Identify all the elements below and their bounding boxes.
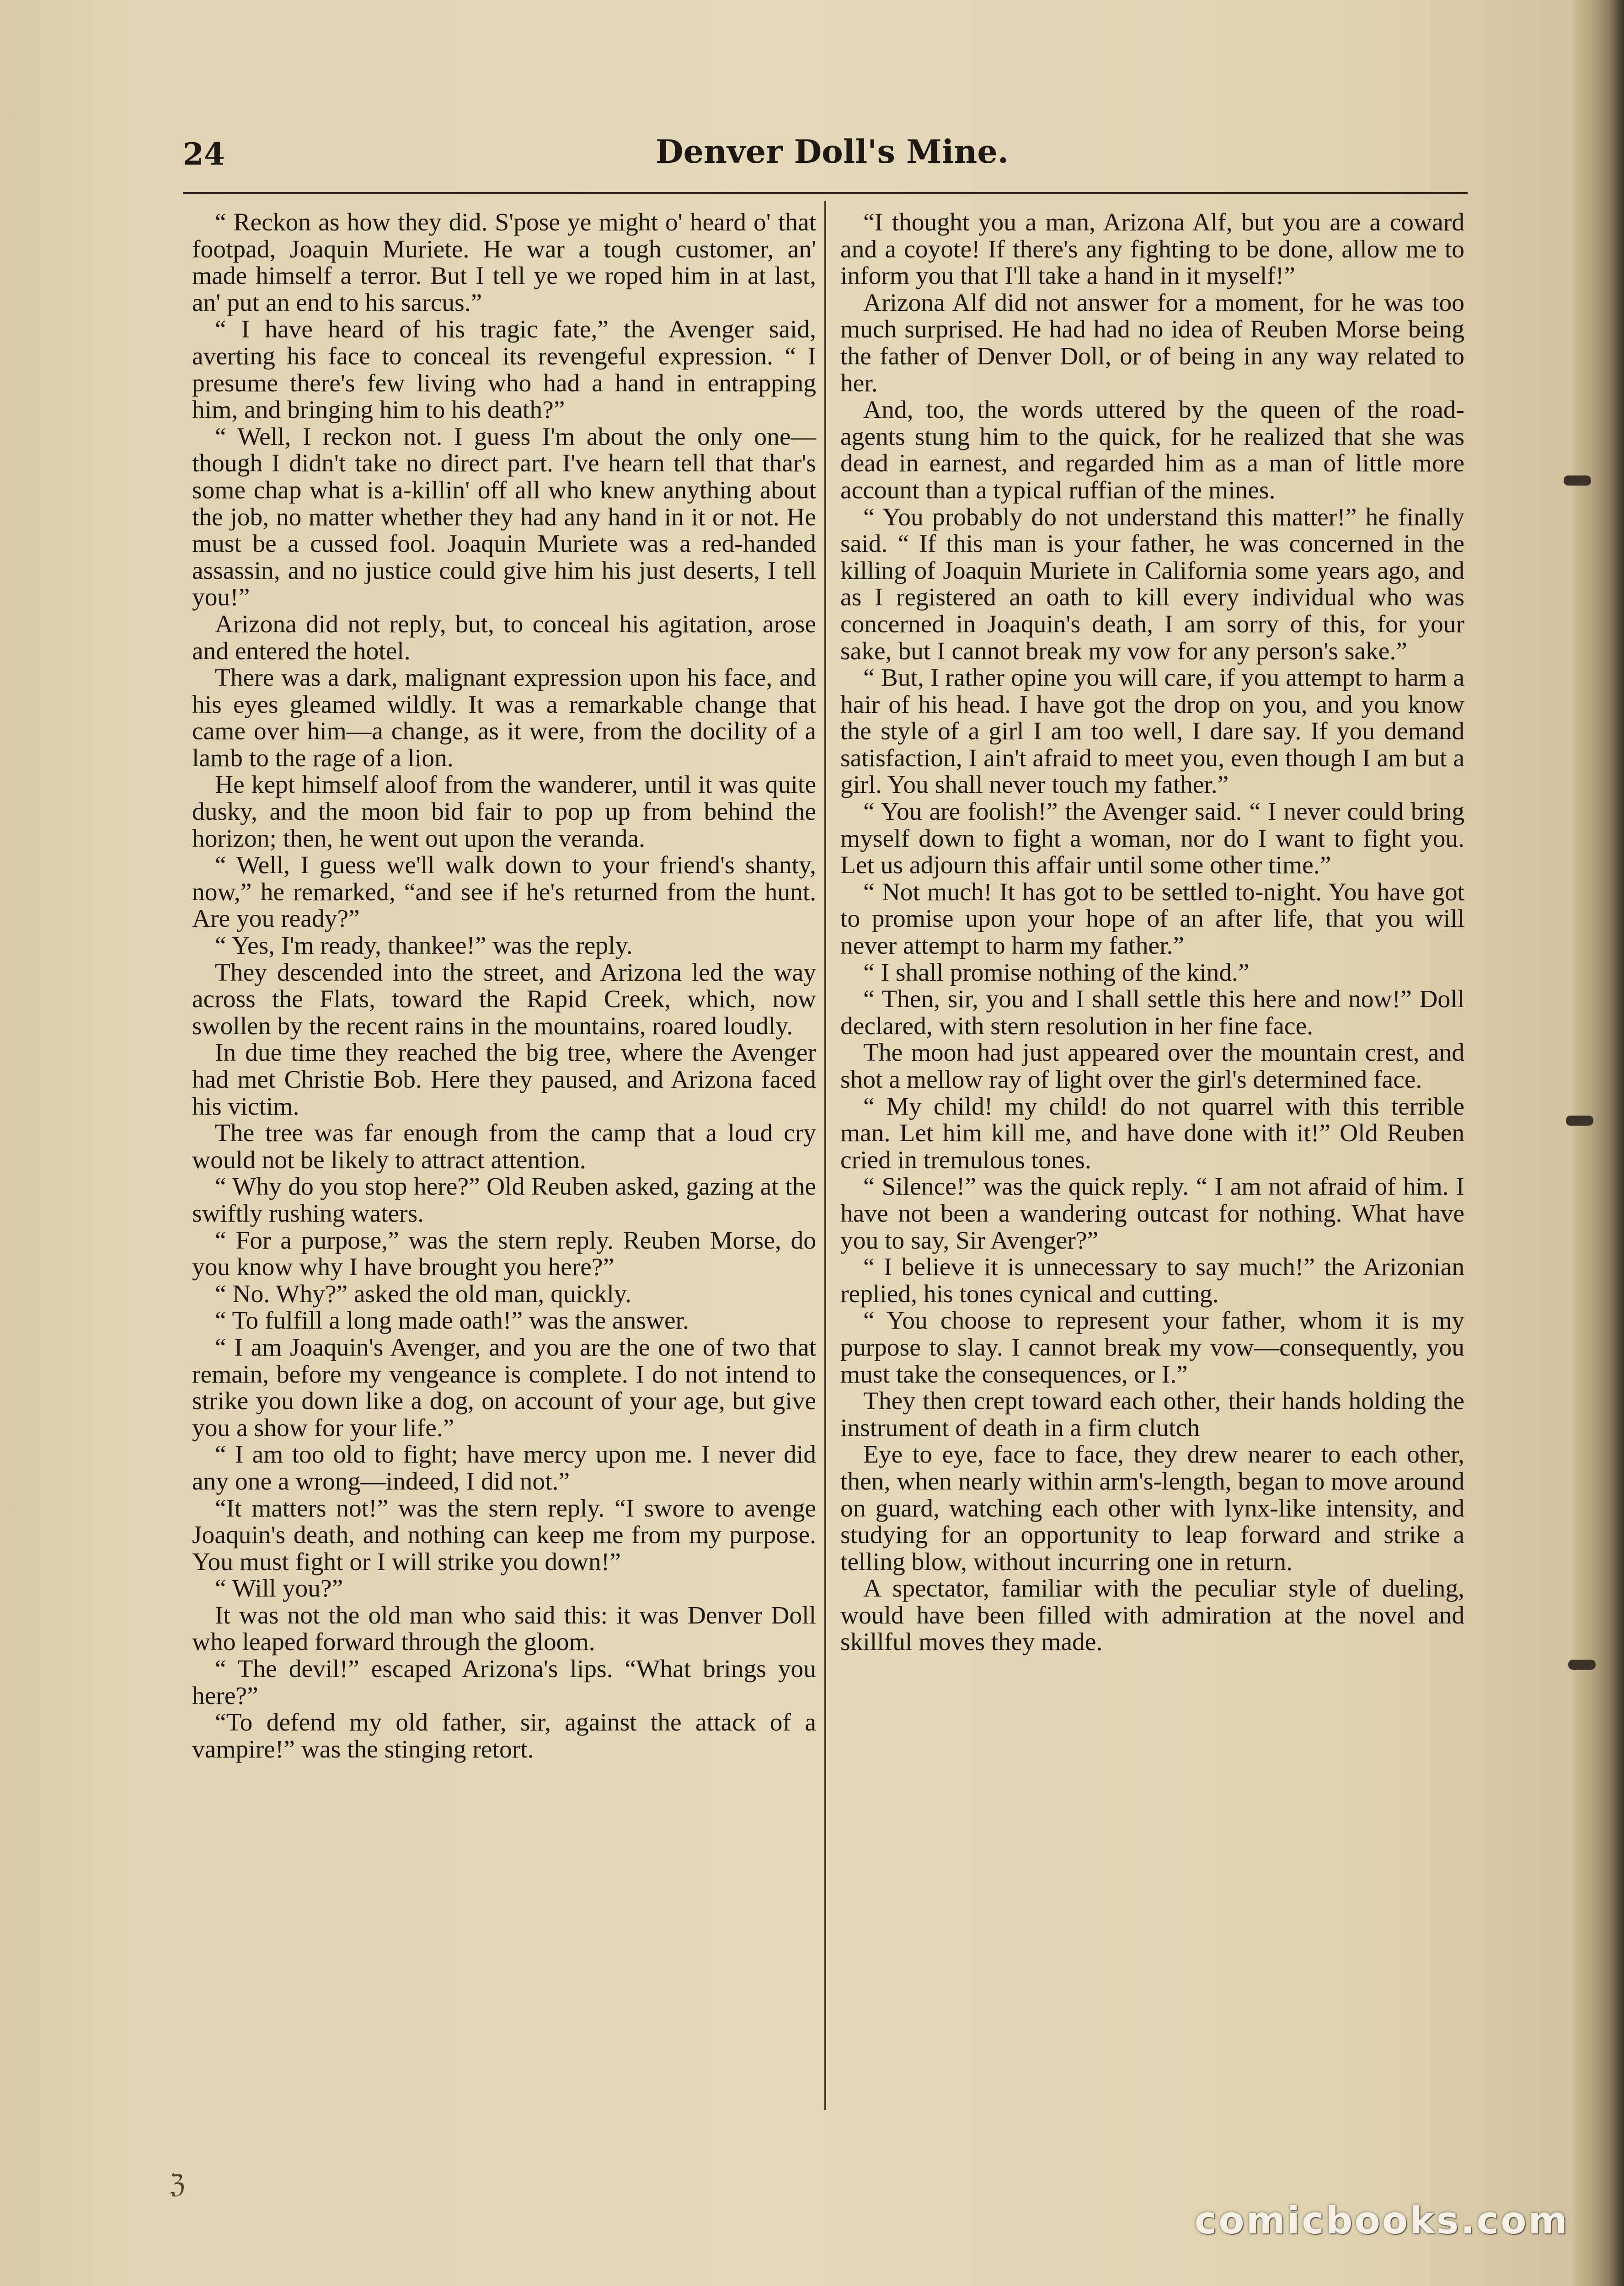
column-divider: [824, 201, 826, 2110]
paragraph: “ No. Why?” asked the old man, quickly.: [215, 1280, 631, 1308]
paragraph: “ You choose to represent your father, whom it is my purpose to slay. I cannot break my vow—consequently, you must take the consequences, or I.”: [840, 1307, 1464, 1389]
paragraph: In due time they reached the big tree, where the Avenger had met Christie Bob. Here they paused, and Arizona faced his victim.: [192, 1039, 816, 1121]
paragraph: “ Reckon as how they did. S'pose ye might o' heard o' that footpad, Joaquin Muriete. He war a tough customer, an' made himself a terror. But I tell ye we roped him in at last, an' put an end to his sarcus.”: [192, 208, 816, 317]
paragraph: “ I am Joaquin's Avenger, and you are the one of two that remain, before my vengeance is complete. I do not intend to strike you down like a dog, on account of your age, but give you a show for your life.”: [192, 1333, 816, 1442]
paragraph: “ Well, I reckon not. I guess I'm about the only one—though I didn't take no direct part. I've hearn tell that thar's some chap what is a-killin' off all who knew anything about the job, no matter whether they had any hand in it or not. He must be a cussed fool. Joaquin Muriete was a red-handed assassin, and no justice could give him his just deserts, I tell you!”: [192, 422, 816, 612]
paragraph: And, too, the words uttered by the queen of the road-agents stung him to the quick, for he realized that she was dead in earnest, and regarded him as a man of little more account than a typical ruffian of the mines.: [840, 396, 1464, 504]
paragraph: “ Yes, I'm ready, thankee!” was the reply.: [215, 932, 633, 960]
paragraph: “ But, I rather opine you will care, if you attempt to harm a hair of his head. I have got the drop on you, and you know the style of a girl I am too well, I dare say. If you demand satisfaction, I ain't afraid to meet you, even though I am but a girl. You shall never touch my father.”: [840, 664, 1464, 799]
paragraph: “ I believe it is unnecessary to say much!” the Arizonian replied, his tones cynical and cutting.: [840, 1253, 1464, 1308]
paragraph: “ You are foolish!” the Avenger said. “ I never could bring myself down to fight a woman, nor do I want to fight you. Let us adjourn this affair until some other time.”: [840, 798, 1464, 880]
page-spine-edge: [1573, 0, 1624, 2286]
paragraph: “It matters not!” was the stern reply. “I swore to avenge Joaquin's death, and nothing can keep me from my purpose. You must fight or I will strike you down!”: [192, 1494, 816, 1576]
paragraph: “ Will you?”: [215, 1575, 343, 1603]
printer-mark: ℨ: [169, 2169, 185, 2199]
site-watermark: comicbooks.com: [1194, 2199, 1569, 2243]
running-title: Denver Doll's Mine.: [655, 133, 1009, 171]
paragraph: “ Not much! It has got to be settled to-night. You have got to promise upon your hope of an after life, that you will never attempt to harm my father.”: [840, 878, 1464, 960]
paragraph: He kept himself aloof from the wanderer, until it was quite dusky, and the moon bid fair to pop up from behind the horizon; then, he went out upon the veranda.: [192, 771, 816, 853]
header-rule: [183, 192, 1468, 194]
page-header: [183, 133, 1481, 187]
paragraph: They then crept toward each other, their hands holding the instrument of death in a firm clutch: [840, 1387, 1464, 1442]
paragraph: “ Then, sir, you and I shall settle this here and now!” Doll declared, with stern resolution in her fine face.: [840, 985, 1464, 1040]
page-number: 24: [183, 136, 225, 172]
paragraph: “ My child! my child! do not quarrel with this terrible man. Let him kill me, and have done with it!” Old Reuben cried in tremulous tones.: [840, 1092, 1464, 1174]
paragraph: “ To fulfill a long made oath!” was the answer.: [215, 1307, 689, 1335]
paragraph: Arizona Alf did not answer for a moment, for he was too much surprised. He had had no idea of Reuben Morse being the father of Denver Doll, or of being in any way related to her.: [840, 288, 1464, 397]
binding-staple: [1568, 1660, 1596, 1670]
paragraph: A spectator, familiar with the peculiar style of dueling, would have been filled with admiration at the novel and skillful moves they made.: [840, 1575, 1464, 1656]
paragraph: “ Why do you stop here?” Old Reuben asked, gazing at the swiftly rushing waters.: [192, 1173, 816, 1228]
paragraph: “ The devil!” escaped Arizona's lips. “What brings you here?”: [192, 1655, 816, 1710]
binding-staple: [1566, 1116, 1593, 1126]
paragraph: “ Well, I guess we'll walk down to your friend's shanty, now,” he remarked, “and see if he's returned from the hunt. Are you ready?”: [192, 851, 816, 933]
paragraph: “ For a purpose,” was the stern reply. Reuben Morse, do you know why I have brought you here?”: [192, 1226, 816, 1282]
right-column: [840, 209, 1464, 1656]
paragraph: The moon had just appeared over the mountain crest, and shot a mellow ray of light over the girl's determined face.: [840, 1039, 1464, 1094]
paragraph: They descended into the street, and Arizona led the way across the Flats, toward the Rapid Creek, which, now swollen by the recent rains in the mountains, roared loudly.: [192, 958, 816, 1040]
paragraph: “ I shall promise nothing of the kind.”: [863, 958, 1250, 987]
paragraph: “ I am too old to fight; have mercy upon me. I never did any one a wrong—indeed, I did not.”: [192, 1441, 816, 1496]
paragraph: “ You probably do not understand this matter!” he finally said. “ If this man is your father, he was concerned in the killing of Joaquin Muriete in California some years ago, and as I registered an oath to kill every individual who was concerned in Joaquin's death, I am sorry of this, for your sake, but I cannot break my vow for any person's sake.”: [840, 503, 1464, 665]
paragraph: Eye to eye, face to face, they drew nearer to each other, then, when nearly within arm's-length, began to move around on guard, watching each other with lynx-like intensity, and studying for an opportunity to leap forward and strike a telling blow, without incurring one in return.: [840, 1441, 1464, 1576]
paragraph: “ I have heard of his tragic fate,” the Avenger said, averting his face to conceal its revengeful expression. “ I presume there's few living who had a hand in entrapping him, and bringing him to his death?”: [192, 315, 816, 424]
paragraph: There was a dark, malignant expression upon his face, and his eyes gleamed wildly. It was a remarkable change that came over him—a change, as it were, from the docility of a lamb to the rage of a lion.: [192, 664, 816, 772]
paragraph: “ Silence!” was the quick reply. “ I am not afraid of him. I have not been a wandering outcast for nothing. What have you to say, Sir Avenger?”: [840, 1173, 1464, 1255]
paragraph: “To defend my old father, sir, against the attack of a vampire!” was the stinging retort.: [192, 1709, 816, 1763]
paragraph: The tree was far enough from the camp that a loud cry would not be likely to attract attention.: [192, 1119, 816, 1174]
left-column: [192, 209, 816, 1763]
binding-staple: [1564, 475, 1591, 486]
paragraph: It was not the old man who said this: it was Denver Doll who leaped forward through the gloom.: [192, 1601, 816, 1656]
paragraph: Arizona did not reply, but, to conceal his agitation, arose and entered the hotel.: [192, 610, 816, 665]
paragraph: “I thought you a man, Arizona Alf, but you are a coward and a coyote! If there's any fighting to be done, allow me to inform you that I'll take a hand in it myself!”: [840, 208, 1464, 290]
